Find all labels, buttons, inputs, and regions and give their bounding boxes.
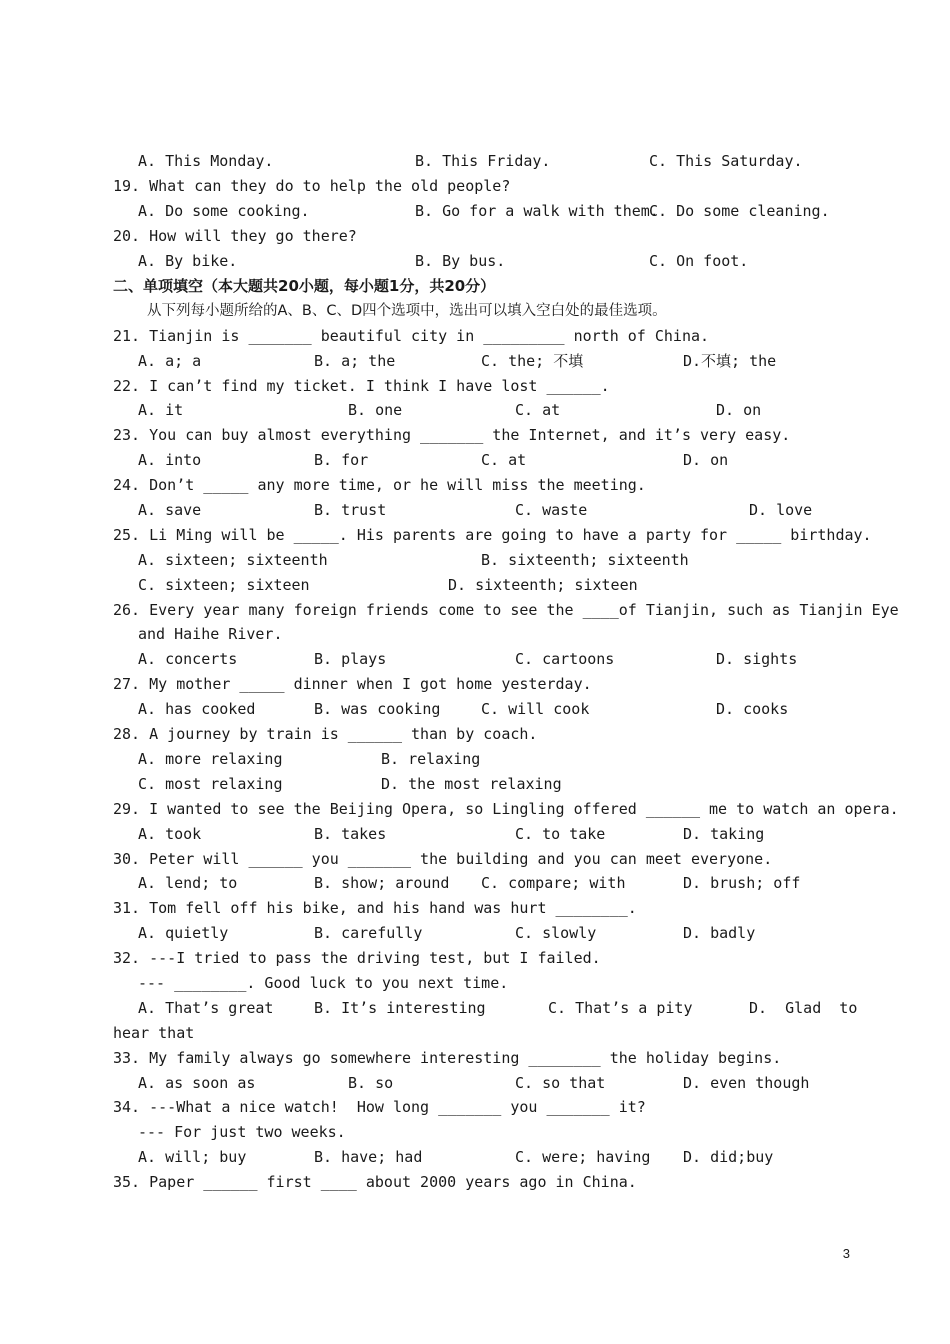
option-d: D. brush; off [683, 874, 801, 892]
option-c: C. the; 不填 [481, 352, 584, 370]
question-35: 35. Paper ______ first ____ about 2000 years ago in China. [113, 1173, 637, 1191]
option-c: C. slowly [515, 924, 597, 942]
question-26: 26. Every year many foreign friends come to see the ____of Tianjin, such as Tianjin Eye [113, 601, 899, 619]
option-a: A. a; a [138, 352, 202, 370]
option-a: A. into [138, 451, 202, 469]
question-20: 20. How will they go there? [113, 227, 357, 245]
option-a: A. Do some cooking. [138, 202, 310, 220]
question-32: 32. ---I tried to pass the driving test, but I failed. [113, 949, 601, 967]
option-a: A. save [138, 501, 202, 519]
option-b: B. Go for a walk with them. [415, 202, 659, 220]
option-a: A. it [138, 401, 184, 419]
question-32-reply: --- ________. Good luck to you next time. [138, 974, 509, 992]
option-d: D. sights [716, 650, 798, 668]
option-b: B. a; the [314, 352, 396, 370]
option-c: C. That’s a pity [548, 999, 693, 1017]
question-19: 19. What can they do to help the old people? [113, 177, 511, 195]
option-d-continued: hear that [113, 1024, 195, 1042]
option-a: A. has cooked [138, 700, 256, 718]
option-c: C. cartoons [515, 650, 615, 668]
question-23: 23. You can buy almost everything _______ the Internet, and it’s very easy. [113, 426, 791, 444]
option-c: C. sixteen; sixteen [138, 576, 310, 594]
option-a: A. concerts [138, 650, 238, 668]
option-a: A. as soon as [138, 1074, 256, 1092]
question-27: 27. My mother _____ dinner when I got home yesterday. [113, 675, 592, 693]
question-24: 24. Don’t _____ any more time, or he will miss the meeting. [113, 476, 646, 494]
option-d: D. Glad to [749, 999, 858, 1017]
option-c: C. Do some cleaning. [649, 202, 830, 220]
question-34-reply: --- For just two weeks. [138, 1123, 346, 1141]
option-d: D. even though [683, 1074, 810, 1092]
question-30: 30. Peter will ______ you _______ the building and you can meet everyone. [113, 850, 773, 868]
option-a: A. That’s great [138, 999, 274, 1017]
option-b: B. By bus. [415, 252, 506, 270]
option-b: B. sixteenth; sixteenth [481, 551, 689, 569]
option-a: A. will; buy [138, 1148, 247, 1166]
question-33: 33. My family always go somewhere interesting ________ the holiday begins. [113, 1049, 782, 1067]
option-b: B. for [314, 451, 369, 469]
option-b: B. takes [314, 825, 387, 843]
option-a: A. sixteen; sixteenth [138, 551, 328, 569]
option-a: A. quietly [138, 924, 229, 942]
option-d: D. badly [683, 924, 756, 942]
section-heading: 二、单项填空（本大题共20小题，每小题1分，共20分） [113, 277, 496, 295]
option-a: A. took [138, 825, 202, 843]
question-31: 31. Tom fell off his bike, and his hand was hurt ________. [113, 899, 637, 917]
option-a: A. more relaxing [138, 750, 283, 768]
option-b: B. was cooking [314, 700, 441, 718]
question-29: 29. I wanted to see the Beijing Opera, so Lingling offered ______ me to watch an opera. [113, 800, 899, 818]
option-c: C. to take [515, 825, 606, 843]
option-d: D. cooks [716, 700, 789, 718]
question-28: 28. A journey by train is ______ than by coach. [113, 725, 538, 743]
option-b: B. plays [314, 650, 387, 668]
option-c: C. This Saturday. [649, 152, 803, 170]
option-b: B. This Friday. [415, 152, 551, 170]
option-b: B. show; around [314, 874, 450, 892]
option-a: A. lend; to [138, 874, 238, 892]
question-26-continued: and Haihe River. [138, 625, 283, 643]
option-b: B. carefully [314, 924, 423, 942]
option-d: D.不填; the [683, 352, 777, 370]
option-d: D. sixteenth; sixteen [448, 576, 638, 594]
option-a: A. By bike. [138, 252, 238, 270]
option-c: C. On foot. [649, 252, 749, 270]
option-d: D. taking [683, 825, 765, 843]
question-34: 34. ---What a nice watch! How long _______ you _______ it? [113, 1098, 646, 1116]
option-b: B. have; had [314, 1148, 423, 1166]
option-d: D. did;buy [683, 1148, 774, 1166]
option-d: D. the most relaxing [381, 775, 562, 793]
option-d: D. love [749, 501, 813, 519]
question-25: 25. Li Ming will be _____. His parents are going to have a party for _____ birthday. [113, 526, 872, 544]
question-21: 21. Tianjin is _______ beautiful city in _________ north of China. [113, 327, 710, 345]
option-d: D. on [683, 451, 729, 469]
option-c: C. at [515, 401, 561, 419]
option-c: C. will cook [481, 700, 590, 718]
option-c: C. compare; with [481, 874, 626, 892]
option-b: B. trust [314, 501, 387, 519]
section-instructions: 从下列每小题所给的A、B、C、D四个选项中，选出可以填入空白处的最佳选项。 [147, 303, 667, 319]
question-22: 22. I can’t find my ticket. I think I have lost ______. [113, 377, 610, 395]
option-c: C. most relaxing [138, 775, 283, 793]
option-a: A. This Monday. [138, 152, 274, 170]
option-b: B. relaxing [381, 750, 481, 768]
option-b: B. so [348, 1074, 394, 1092]
option-c: C. so that [515, 1074, 606, 1092]
option-b: B. It’s interesting [314, 999, 486, 1017]
option-d: D. on [716, 401, 762, 419]
option-b: B. one [348, 401, 403, 419]
option-c: C. were; having [515, 1148, 651, 1166]
option-c: C. waste [515, 501, 588, 519]
option-c: C. at [481, 451, 527, 469]
page-number: 3 [842, 1246, 850, 1261]
